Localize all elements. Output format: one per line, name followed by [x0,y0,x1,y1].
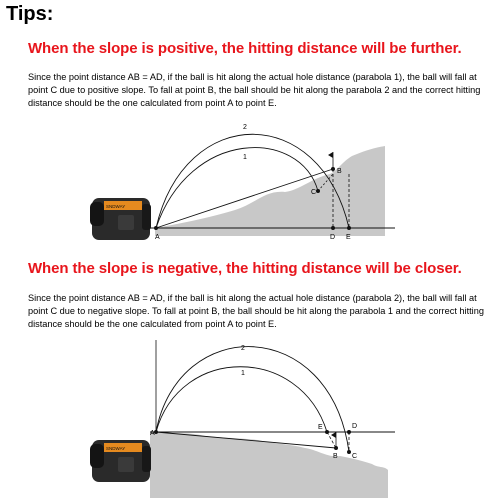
point-c [316,189,320,193]
label-d: D [330,234,336,241]
label-a: A [155,234,160,241]
negative-slope-paragraph: Since the point distance AB = AD, if the ball is hit along the actual hole distance (parabola 2), the ball will fall at point C due to negative slope. To fall at point B, the ball should be hit along the parabola 1 and the correct hitting distance should be the one calculated from point A to point E. [28,293,484,329]
label-e: E [318,424,323,431]
label-d: D [352,423,358,430]
flag-icon [328,152,333,158]
negative-slope-heading: When the slope is negative, the hitting distance will be closer. [28,260,462,277]
label-c: C [311,189,317,196]
point-b [334,446,338,450]
point-a [154,226,158,230]
positive-slope-paragraph: Since the point distance AB = AD, if the ball is hit along the actual hole distance (parabola 1), the ball will fall at point C due to positive slope. To fall at point B, the ball should be hit along the parabola 2 and the correct hitting distance should be the one calculated from point A to point E. [28,72,481,108]
label-parabola-2: 2 [241,345,245,352]
point-e [325,430,329,434]
label-b: B [337,168,342,175]
point-d [331,226,335,230]
label-parabola-1: 1 [243,154,247,161]
negative-slope-diagram [0,340,500,498]
tips-title: Tips: [6,3,54,25]
positive-slope-diagram [0,118,500,248]
label-a: A [150,430,155,437]
flag-icon [331,432,336,438]
point-e [347,226,351,230]
label-e: E [346,234,351,241]
label-b: B [333,453,338,460]
label-parabola-2: 2 [243,124,247,131]
device-brand: SNDWAY [106,204,126,209]
rangefinder-icon [90,198,151,240]
positive-slope-heading: When the slope is positive, the hitting distance will be further. [28,40,462,57]
label-parabola-1: 1 [241,370,245,377]
uphill-terrain [155,146,385,236]
rangefinder-icon [90,440,151,482]
point-d [347,430,351,434]
point-c [347,450,351,454]
point-b [331,167,335,171]
device-brand: SNDWAY [106,446,126,451]
label-c: C [352,453,358,460]
